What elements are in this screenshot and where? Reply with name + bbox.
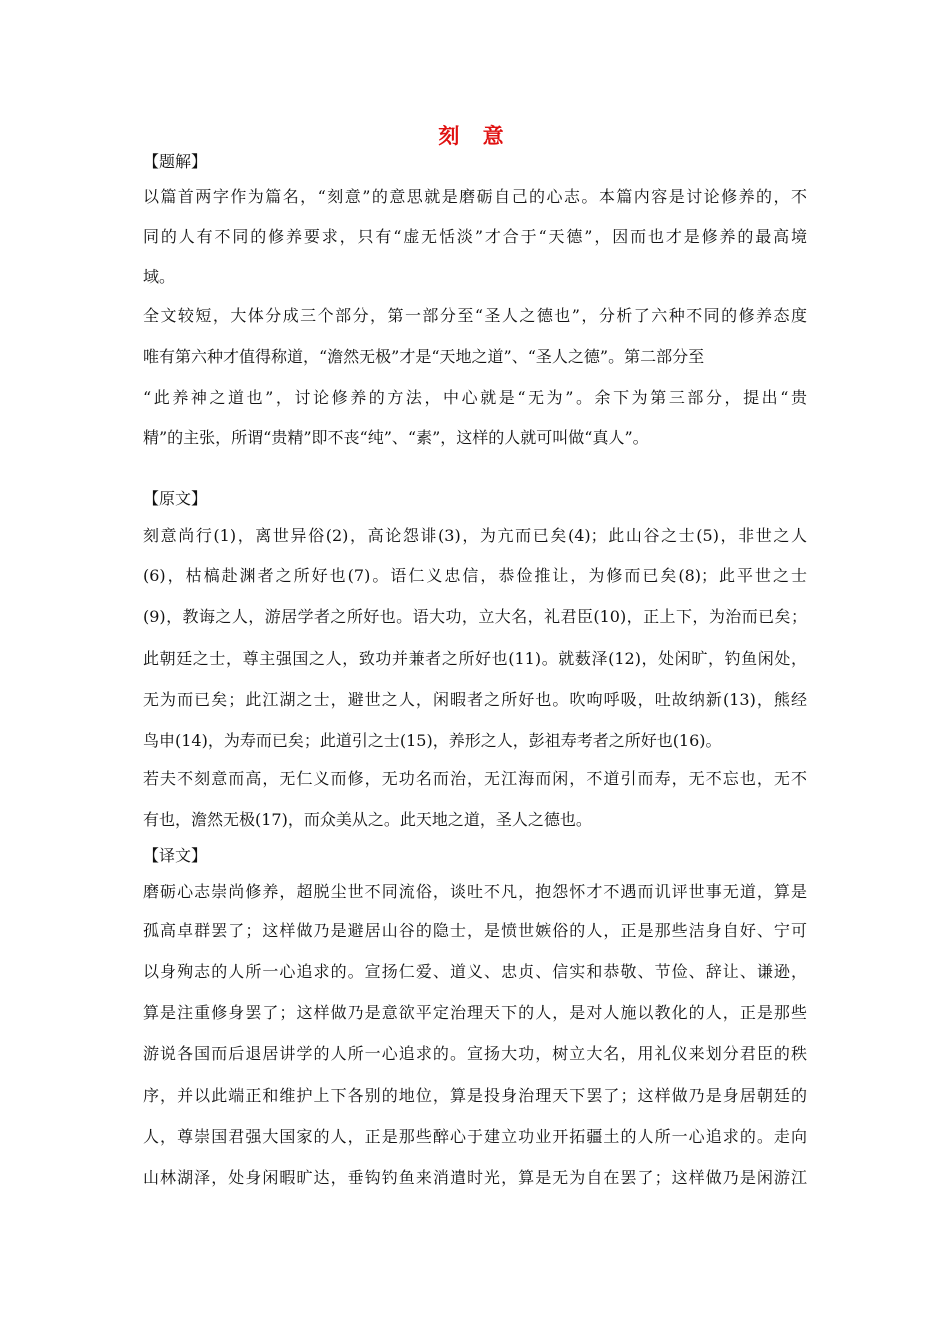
paragraph-line: 若夫不刻意而高，无仁义而修，无功名而治，无江海而闲，不道引而寿，无不忘也，无不	[143, 769, 807, 788]
paragraph-line: (6)，枯槁赴渊者之所好也(7)。语仁义忠信，恭俭推让，为修而已矣(8)；此平世之士	[143, 566, 807, 585]
paragraph-line: 以篇首两字作为篇名，“刻意”的意思就是磨砺自己的心志。本篇内容是讨论修养的，不	[143, 187, 807, 206]
paragraph-line: “此养神之道也”，讨论修养的方法，中心就是“无为”。余下为第三部分，提出“贵	[143, 388, 807, 407]
paragraph-line: 山林湖泽，处身闲暇旷达，垂钩钓鱼来消遣时光，算是无为自在罢了；这样做乃是闲游江	[143, 1168, 807, 1187]
paragraph-line: 磨砺心志崇尚修养，超脱尘世不同流俗，谈吐不凡，抱怨怀才不遇而讥评世事无道，算是	[143, 882, 807, 901]
paragraph-line: 孤高卓群罢了；这样做乃是避居山谷的隐士，是愤世嫉俗的人，正是那些洁身自好、宁可	[143, 921, 807, 940]
section-heading-yuanwen: 【原文】	[143, 489, 208, 508]
paragraph-line: (9)，教诲之人，游居学者之所好也。语大功，立大名，礼君臣(10)，正上下，为治而已矣；	[143, 607, 807, 626]
paragraph-line: 以身殉志的人所一心追求的。宣扬仁爱、道义、忠贞、信实和恭敬、节俭、辞让、谦逊，	[143, 962, 807, 981]
paragraph-line: 唯有第六种才值得称道，“澹然无极”才是“天地之道”、“圣人之德”。第二部分至	[143, 347, 705, 366]
paragraph-line: 刻意尚行(1)，离世异俗(2)，高论怨诽(3)，为亢而已矣(4)；此山谷之士(5)，非世之人	[143, 526, 807, 545]
document-title: 刻 意	[438, 124, 512, 148]
paragraph-line: 无为而已矣；此江湖之士，避世之人，闲暇者之所好也。吹呴呼吸，吐故纳新(13)，熊经	[143, 690, 807, 709]
paragraph-line: 全文较短，大体分成三个部分，第一部分至“圣人之德也”，分析了六种不同的修养态度	[143, 306, 807, 325]
paragraph-line: 游说各国而后退居讲学的人所一心追求的。宣扬大功，树立大名，用礼仪来划分君臣的秩	[143, 1044, 807, 1063]
paragraph-line: 同的人有不同的修养要求，只有“虚无恬淡”才合于“天德”，因而也才是修养的最高境	[143, 227, 807, 246]
paragraph-line: 算是注重修身罢了；这样做乃是意欲平定治理天下的人，是对人施以教化的人，正是那些	[143, 1003, 807, 1022]
paragraph-line: 序，并以此端正和维护上下各别的地位，算是投身治理天下罢了；这样做乃是身居朝廷的	[143, 1086, 807, 1105]
section-heading-tijie: 【题解】	[143, 152, 208, 171]
paragraph-line: 此朝廷之士，尊主强国之人，致功并兼者之所好也(11)。就薮泽(12)，处闲旷，钓鱼闲处，	[143, 649, 807, 668]
paragraph-line: 域。	[143, 267, 176, 286]
paragraph-line: 有也，澹然无极(17)，而众美从之。此天地之道，圣人之德也。	[143, 810, 592, 829]
section-heading-yiwen: 【译文】	[143, 846, 208, 865]
paragraph-line: 精”的主张，所谓“贵精”即不丧“纯”、“素”，这样的人就可叫做“真人”。	[143, 428, 649, 447]
paragraph-line: 人，尊崇国君强大国家的人，正是那些醉心于建立功业开拓疆土的人所一心追求的。走向	[143, 1127, 807, 1146]
paragraph-line: 鸟申(14)，为寿而已矣；此道引之士(15)，养形之人，彭祖寿考者之所好也(16)。	[143, 731, 722, 750]
